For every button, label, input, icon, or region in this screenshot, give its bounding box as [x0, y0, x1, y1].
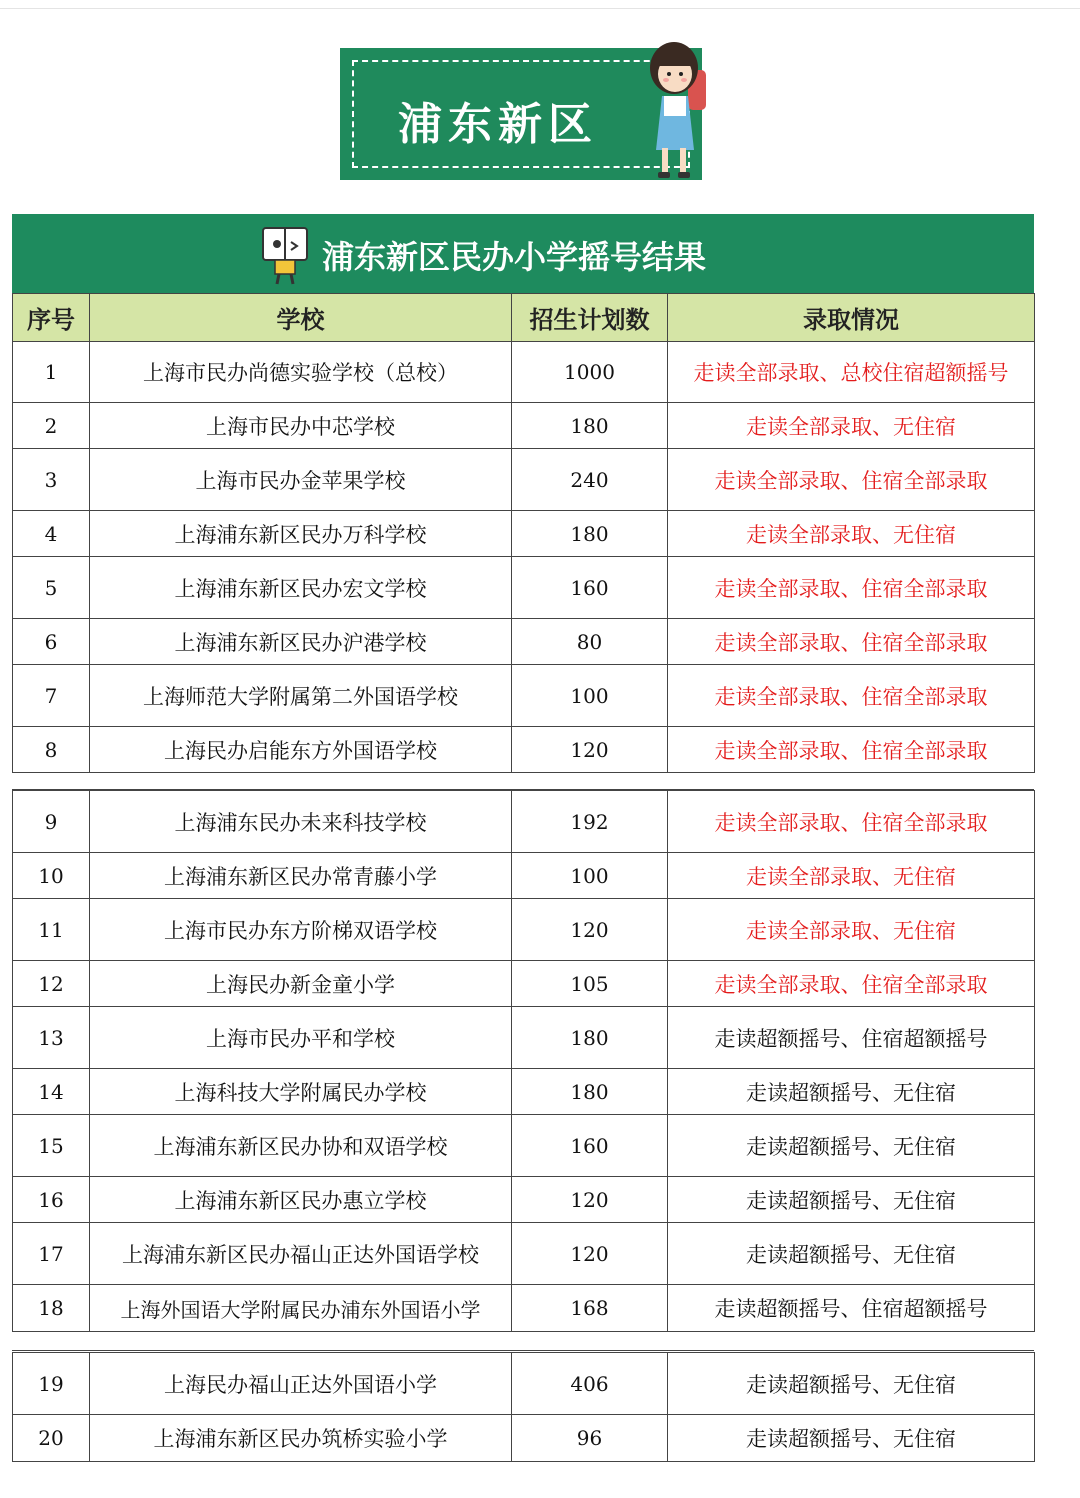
- row-plan: 100: [512, 665, 668, 727]
- table-row: [13, 449, 1035, 511]
- row-status: 走读超额摇号、住宿超额摇号: [668, 1285, 1035, 1332]
- table-row: [13, 1069, 1035, 1115]
- row-plan: 180: [512, 1007, 668, 1069]
- table-row: [13, 1353, 1035, 1415]
- row-school: 上海浦东新区民办万科学校: [90, 511, 512, 557]
- row-plan: 120: [512, 727, 668, 773]
- col-header-school: 学校: [90, 294, 512, 342]
- row-no: 11: [13, 899, 90, 961]
- row-status: 走读全部录取、住宿全部录取: [668, 557, 1035, 619]
- results-table-part-3: [12, 1352, 1035, 1462]
- table-row: [13, 791, 1035, 853]
- row-school: 上海科技大学附属民办学校: [90, 1069, 512, 1115]
- schoolgirl-illustration: [644, 40, 714, 185]
- row-no: 15: [13, 1115, 90, 1177]
- row-no: 2: [13, 403, 90, 449]
- row-school: 上海浦东新区民办宏文学校: [90, 557, 512, 619]
- row-status: 走读全部录取、总校住宿超额摇号: [668, 342, 1035, 403]
- table-row: [13, 899, 1035, 961]
- row-status: 走读全部录取、住宿全部录取: [668, 619, 1035, 665]
- row-status: 走读全部录取、无住宿: [668, 899, 1035, 961]
- table-row: [13, 1115, 1035, 1177]
- row-no: 6: [13, 619, 90, 665]
- column-header-row: [13, 294, 1035, 342]
- col-header-status: 录取情况: [668, 294, 1035, 342]
- row-status: 走读超额摇号、无住宿: [668, 1223, 1035, 1285]
- row-school: 上海浦东新区民办协和双语学校: [90, 1115, 512, 1177]
- table-row: [13, 1223, 1035, 1285]
- row-status: 走读全部录取、住宿全部录取: [668, 791, 1035, 853]
- row-school: 上海市民办平和学校: [90, 1007, 512, 1069]
- row-no: 1: [13, 342, 90, 403]
- row-status: 走读全部录取、无住宿: [668, 853, 1035, 899]
- row-plan: 180: [512, 1069, 668, 1115]
- row-school: 上海外国语大学附属民办浦东外国语小学: [90, 1285, 512, 1332]
- results-table-part-1: [12, 293, 1035, 773]
- row-school: 上海市民办尚德实验学校（总校）: [90, 342, 512, 403]
- row-status: 走读全部录取、住宿全部录取: [668, 449, 1035, 511]
- row-no: 20: [13, 1415, 90, 1462]
- banner-title: 浦东新区: [398, 99, 598, 150]
- row-plan: 80: [512, 619, 668, 665]
- table-title-bar: [12, 214, 1034, 293]
- row-no: 5: [13, 557, 90, 619]
- row-no: 9: [13, 791, 90, 853]
- row-school: 上海浦东新区民办福山正达外国语学校: [90, 1223, 512, 1285]
- table-row: [13, 403, 1035, 449]
- row-plan: 192: [512, 791, 668, 853]
- table-row: [13, 619, 1035, 665]
- table-row: [13, 727, 1035, 773]
- col-header-plan: 招生计划数: [512, 294, 668, 342]
- row-no: 17: [13, 1223, 90, 1285]
- row-no: 10: [13, 853, 90, 899]
- table-row: [13, 853, 1035, 899]
- row-no: 19: [13, 1353, 90, 1415]
- row-school: 上海浦东民办未来科技学校: [90, 791, 512, 853]
- row-plan: 100: [512, 853, 668, 899]
- row-status: 走读超额摇号、无住宿: [668, 1353, 1035, 1415]
- row-plan: 180: [512, 511, 668, 557]
- row-plan: 406: [512, 1353, 668, 1415]
- row-status: 走读全部录取、无住宿: [668, 511, 1035, 557]
- row-school: 上海浦东新区民办常青藤小学: [90, 853, 512, 899]
- row-status: 走读全部录取、住宿全部录取: [668, 727, 1035, 773]
- row-plan: 168: [512, 1285, 668, 1332]
- row-plan: 160: [512, 557, 668, 619]
- row-status: 走读超额摇号、住宿超额摇号: [668, 1007, 1035, 1069]
- row-status: 走读超额摇号、无住宿: [668, 1415, 1035, 1462]
- row-no: 14: [13, 1069, 90, 1115]
- row-school: 上海民办新金童小学: [90, 961, 512, 1007]
- row-status: 走读全部录取、住宿全部录取: [668, 961, 1035, 1007]
- table-row: [13, 557, 1035, 619]
- row-school: 上海浦东新区民办惠立学校: [90, 1177, 512, 1223]
- row-status: 走读超额摇号、无住宿: [668, 1069, 1035, 1115]
- book-mascot-icon: [257, 224, 312, 286]
- table-row: [13, 1285, 1035, 1332]
- row-no: 12: [13, 961, 90, 1007]
- row-no: 4: [13, 511, 90, 557]
- row-no: 8: [13, 727, 90, 773]
- row-status: 走读超额摇号、无住宿: [668, 1115, 1035, 1177]
- row-plan: 160: [512, 1115, 668, 1177]
- row-school: 上海民办启能东方外国语学校: [90, 727, 512, 773]
- row-no: 18: [13, 1285, 90, 1332]
- row-plan: 96: [512, 1415, 668, 1462]
- table-row: [13, 1007, 1035, 1069]
- row-plan: 120: [512, 1177, 668, 1223]
- row-plan: 105: [512, 961, 668, 1007]
- row-plan: 240: [512, 449, 668, 511]
- section-divider: [12, 1350, 1034, 1351]
- row-school: 上海市民办金苹果学校: [90, 449, 512, 511]
- row-school: 上海市民办东方阶梯双语学校: [90, 899, 512, 961]
- table-row: [13, 342, 1035, 403]
- row-plan: 120: [512, 1223, 668, 1285]
- row-no: 13: [13, 1007, 90, 1069]
- table-row: [13, 511, 1035, 557]
- row-school: 上海民办福山正达外国语小学: [90, 1353, 512, 1415]
- row-status: 走读全部录取、无住宿: [668, 403, 1035, 449]
- row-status: 走读超额摇号、无住宿: [668, 1177, 1035, 1223]
- row-school: 上海师范大学附属第二外国语学校: [90, 665, 512, 727]
- row-status: 走读全部录取、住宿全部录取: [668, 665, 1035, 727]
- table-row: [13, 1415, 1035, 1462]
- row-no: 7: [13, 665, 90, 727]
- row-school: 上海浦东新区民办筑桥实验小学: [90, 1415, 512, 1462]
- top-divider: [0, 8, 1080, 9]
- table-title: 浦东新区民办小学摇号结果: [322, 238, 707, 276]
- row-no: 16: [13, 1177, 90, 1223]
- row-school: 上海市民办中芯学校: [90, 403, 512, 449]
- row-school: 上海浦东新区民办沪港学校: [90, 619, 512, 665]
- table-row: [13, 665, 1035, 727]
- col-header-no: 序号: [13, 294, 90, 342]
- row-plan: 120: [512, 899, 668, 961]
- row-plan: 180: [512, 403, 668, 449]
- table-row: [13, 1177, 1035, 1223]
- results-table-part-2: [12, 790, 1035, 1332]
- row-plan: 1000: [512, 342, 668, 403]
- row-no: 3: [13, 449, 90, 511]
- table-row: [13, 961, 1035, 1007]
